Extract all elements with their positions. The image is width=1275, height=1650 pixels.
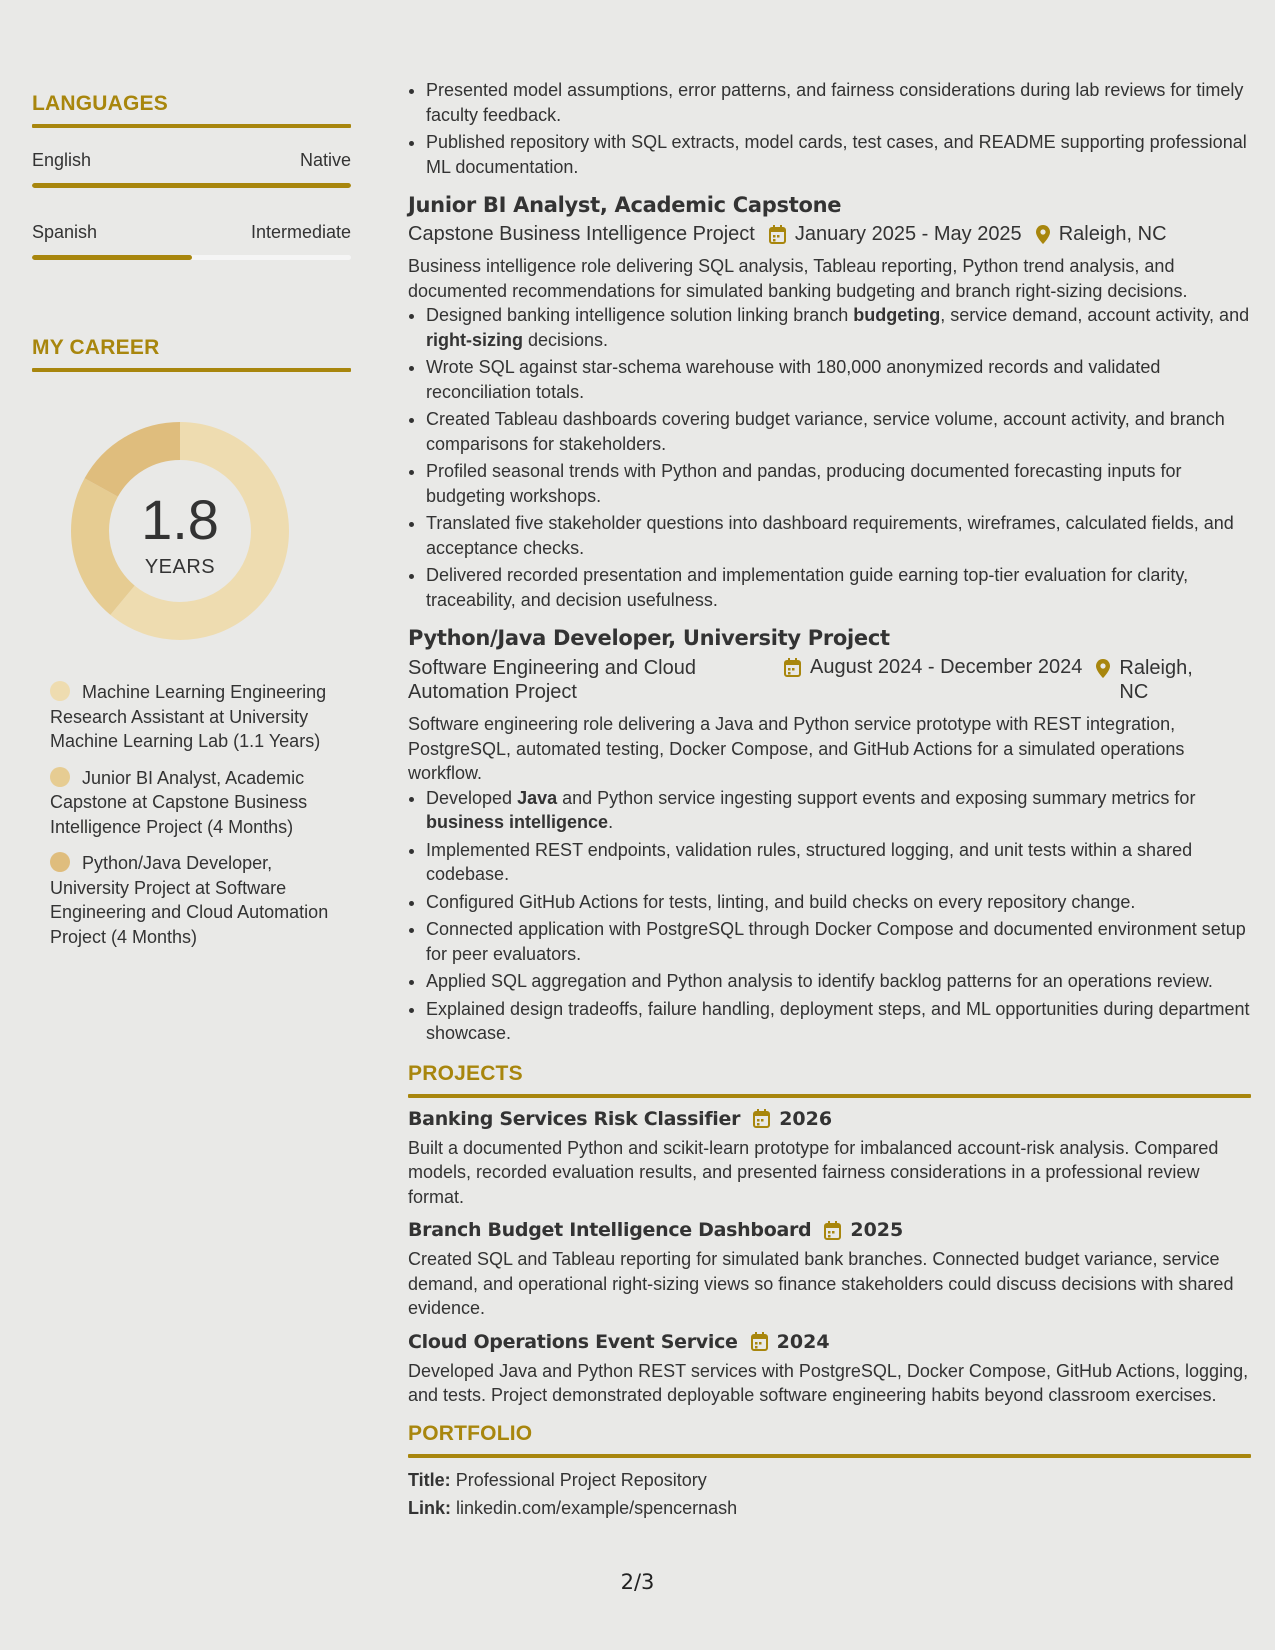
calendar-icon	[751, 1332, 768, 1351]
location-pin-icon	[1096, 659, 1110, 678]
legend-dot	[50, 681, 70, 701]
bullet-item: • Wrote SQL against star-schema warehouse with 180,000 anonymized records and validated reconciliation totals.	[426, 355, 1251, 404]
projects-title: PROJECTS	[408, 1061, 523, 1085]
bullet-item: • Published repository with SQL extracts, model cards, test cases, and README supporting professional ML documentation.	[426, 130, 1251, 179]
portfolio-title-label: Title:	[408, 1469, 451, 1490]
bullet-item: • Translated five stakeholder questions into dashboard requirements, wireframes, calculated fields, and acceptance checks.	[426, 511, 1251, 560]
legend-text: Machine Learning Engineering Research Assistant at University Machine Learning Lab (1.1 Years)	[50, 682, 327, 751]
language-level-bar	[32, 183, 351, 188]
language-item	[32, 150, 351, 188]
career-total-years: 1.8	[141, 488, 219, 551]
language-level-bar	[32, 255, 351, 260]
languages-rule	[32, 124, 351, 128]
project-year: 2025	[850, 1219, 904, 1241]
left-column	[32, 92, 351, 961]
job-dates	[784, 656, 1082, 679]
previous-job-bullets	[408, 78, 1251, 179]
right-column	[408, 78, 1251, 1522]
job-description: Software engineering role delivering a Java and Python service prototype with REST integration, PostgreSQL, automated testing, Docker Compose, and GitHub Actions for a simulated operations workflow.	[408, 714, 1185, 783]
job-title: Python/Java Developer, University Project	[408, 626, 890, 650]
projects-section	[408, 1062, 1251, 1408]
job-title: Junior BI Analyst, Academic Capstone	[408, 193, 842, 217]
project-year: 2024	[776, 1330, 830, 1353]
job-entry	[408, 626, 1251, 1046]
bullet-item: • Explained design tradeoffs, failure handling, deployment steps, and ML opportunities during department showcase.	[426, 997, 1251, 1046]
job-entry	[408, 193, 1251, 612]
job-dates	[769, 223, 1022, 246]
legend-item	[50, 766, 335, 840]
language-name: English	[32, 150, 92, 170]
bullet-item: • Presented model assumptions, error patterns, and fairness considerations during lab reviews for timely faculty feedback.	[426, 78, 1251, 127]
job-description: Business intelligence role delivering SQL analysis, Tableau reporting, Python trend analysis, and documented recommendations for simulated banking budgeting and branch right-sizing decisions.	[408, 256, 1188, 301]
job-dates-text: January 2025 - May 2025	[794, 223, 1022, 245]
career-donut-chart	[65, 416, 295, 646]
legend-item	[50, 680, 335, 754]
legend-item	[50, 851, 335, 949]
project-entry	[408, 1108, 1251, 1210]
location-pin-icon	[1036, 225, 1050, 244]
portfolio-title-line	[408, 1466, 1251, 1494]
job-bullets	[408, 303, 1251, 612]
job-location-text: Raleigh, NC	[1058, 223, 1167, 245]
portfolio-link[interactable]: linkedin.com/example/spencernash	[456, 1497, 738, 1518]
job-location	[1096, 656, 1199, 704]
job-company: Software Engineering and Cloud Automation Project	[408, 657, 696, 703]
project-name: Banking Services Risk Classifier	[408, 1107, 741, 1130]
project-entry	[408, 1331, 1251, 1408]
portfolio-link-line	[408, 1494, 1251, 1522]
project-description: Created SQL and Tableau reporting for simulated bank branches. Connected budget variance, service demand, and operational right-sizing views so finance stakeholders could discuss decisions with shared evidence.	[408, 1249, 1234, 1318]
page-number: 2/3	[620, 1570, 655, 1594]
bullet-item: • Implemented REST endpoints, validation rules, structured logging, and unit tests within a shared codebase.	[426, 838, 1251, 887]
portfolio-link-label: Link:	[408, 1497, 451, 1518]
projects-rule	[408, 1094, 1251, 1098]
career-years-unit: YEARS	[144, 556, 216, 578]
language-level-fill	[32, 183, 351, 188]
bullet-item: • Profiled seasonal trends with Python and pandas, producing documented forecasting inputs for budgeting workshops.	[426, 459, 1251, 508]
career-legend	[50, 680, 335, 949]
project-name: Branch Budget Intelligence Dashboard	[408, 1219, 812, 1241]
language-level-fill	[32, 255, 192, 260]
legend-dot	[50, 852, 70, 872]
languages-title: LANGUAGES	[32, 92, 168, 115]
portfolio-title-value: Professional Project Repository	[455, 1469, 707, 1490]
portfolio-title: PORTFOLIO	[408, 1421, 533, 1445]
bullet-item: • Developed Java and Python service ingesting support events and exposing summary metrics for business intelligence.	[426, 786, 1251, 835]
career-rule	[32, 368, 351, 372]
portfolio-rule	[408, 1454, 1251, 1458]
project-description: Built a documented Python and scikit-learn prototype for imbalanced account-risk analysis. Compared models, recorded evaluation results, and presented fairness considerations in a professional review format.	[408, 1137, 1219, 1207]
legend-text: Junior BI Analyst, Academic Capstone at Capstone Business Intelligence Project (4 Months)	[50, 767, 308, 837]
job-location-text: Raleigh, NC	[1119, 657, 1193, 703]
project-name: Cloud Operations Event Service	[408, 1330, 738, 1353]
bullet-item: • Designed banking intelligence solution linking branch budgeting, service demand, account activity, and right-sizing decisions.	[426, 303, 1251, 352]
job-location	[1036, 223, 1167, 246]
job-meta	[408, 223, 1251, 246]
bullet-item: • Created Tableau dashboards covering budget variance, service volume, account activity, and branch comparisons for stakeholders.	[426, 407, 1251, 456]
calendar-icon	[769, 225, 786, 244]
project-year: 2026	[779, 1107, 833, 1130]
job-bullets	[408, 786, 1251, 1046]
language-item	[32, 222, 351, 260]
project-description: Developed Java and Python REST services with PostgreSQL, Docker Compose, GitHub Actions, logging, and tests. Project demonstrated deployable software engineering habits beyond classroom exercises.	[408, 1360, 1249, 1405]
legend-dot	[50, 767, 70, 787]
legend-text: Python/Java Developer, University Project at Software Engineering and Cloud Automation Project (4 Months)	[50, 853, 329, 947]
job-company: Capstone Business Intelligence Project	[408, 223, 755, 245]
bullet-item: • Applied SQL aggregation and Python analysis to identify backlog patterns for an operations review.	[426, 969, 1251, 994]
bullet-item: • Configured GitHub Actions for tests, linting, and build checks on every repository change.	[426, 890, 1251, 915]
portfolio-section	[408, 1422, 1251, 1522]
bullet-item: • Delivered recorded presentation and implementation guide earning top-tier evaluation for clarity, traceability, and decision usefulness.	[426, 563, 1251, 612]
calendar-icon	[824, 1221, 841, 1240]
job-dates-text: August 2024 - December 2024	[810, 656, 1083, 678]
language-level: Intermediate	[250, 222, 351, 242]
project-entry	[408, 1219, 1251, 1321]
bullet-item: • Connected application with PostgreSQL through Docker Compose and documented environment setup for peer evaluators.	[426, 917, 1251, 966]
job-meta	[408, 656, 1251, 704]
language-level: Native	[299, 150, 351, 170]
career-title: MY CAREER	[32, 336, 160, 359]
calendar-icon	[784, 658, 801, 677]
language-name: Spanish	[32, 222, 98, 242]
calendar-icon	[753, 1109, 770, 1128]
